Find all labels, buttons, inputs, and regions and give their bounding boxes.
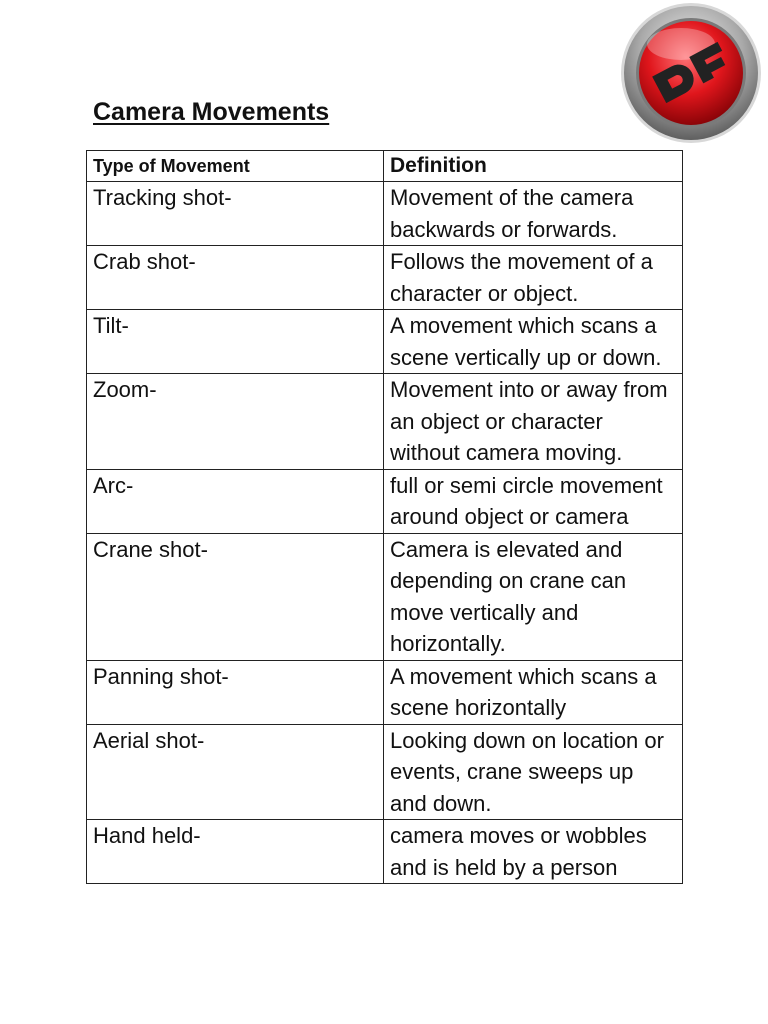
movement-definition-cell: A movement which scans a scene vertically up or down. xyxy=(384,310,683,374)
movement-type-cell: Aerial shot- xyxy=(87,724,384,820)
movement-type-cell: Tilt- xyxy=(87,310,384,374)
table-row xyxy=(87,246,683,310)
movement-type-cell: Tracking shot- xyxy=(87,182,384,246)
movement-type-cell: Arc- xyxy=(87,469,384,533)
header-type-of-movement: Type of Movement xyxy=(87,151,384,182)
movement-type-cell: Crane shot- xyxy=(87,533,384,660)
movement-definition-cell: camera moves or wobbles and is held by a person xyxy=(384,820,683,884)
table-header-row xyxy=(87,151,683,182)
page-title: Camera Movements xyxy=(93,98,330,126)
movement-type-cell: Panning shot- xyxy=(87,660,384,724)
movement-definition-cell: Looking down on location or events, crane sweeps up and down. xyxy=(384,724,683,820)
table-row xyxy=(87,820,683,884)
table-row xyxy=(87,374,683,470)
movement-definition-cell: Movement of the camera backwards or forwards. xyxy=(384,182,683,246)
table-row xyxy=(87,533,683,660)
table-row xyxy=(87,310,683,374)
header-definition: Definition xyxy=(384,151,683,182)
movement-definition-cell: A movement which scans a scene horizontally xyxy=(384,660,683,724)
table-row xyxy=(87,182,683,246)
movement-definition-cell: Follows the movement of a character or object. xyxy=(384,246,683,310)
table-row xyxy=(87,724,683,820)
movement-type-cell: Crab shot- xyxy=(87,246,384,310)
camera-movements-table xyxy=(86,150,683,884)
table-row xyxy=(87,469,683,533)
movement-definition-cell: Movement into or away from an object or character without camera moving. xyxy=(384,374,683,470)
table-row xyxy=(87,660,683,724)
movement-definition-cell: Camera is elevated and depending on crane can move vertically and horizontally. xyxy=(384,533,683,660)
df-logo-icon xyxy=(615,0,768,150)
movement-definition-cell: full or semi circle movement around object or camera xyxy=(384,469,683,533)
movement-type-cell: Hand held- xyxy=(87,820,384,884)
movement-type-cell: Zoom- xyxy=(87,374,384,470)
